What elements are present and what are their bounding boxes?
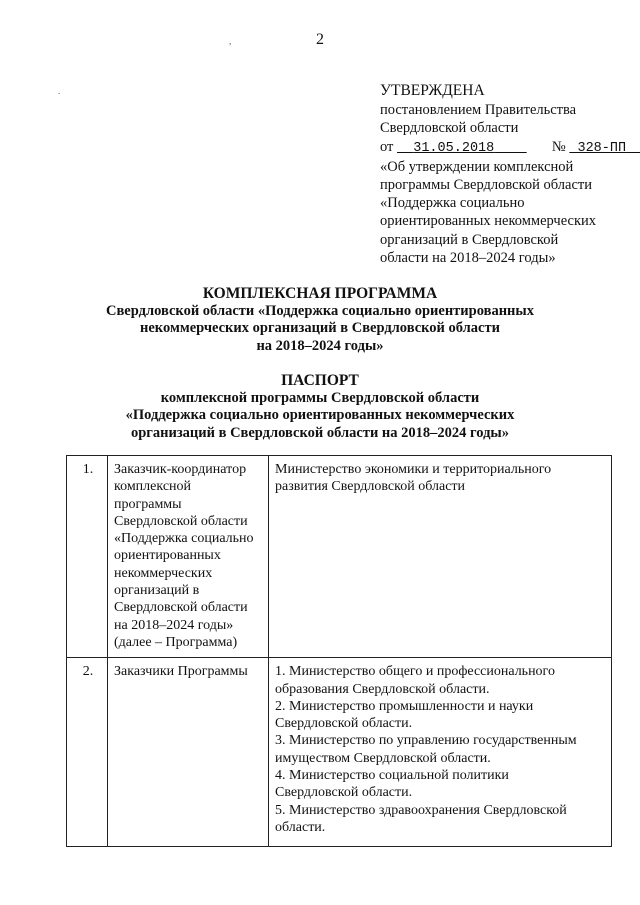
row-number: 2. <box>67 658 108 847</box>
approval-title-line: программы Свердловской области <box>380 177 593 194</box>
approval-title-line: области на 2018–2024 годы» <box>380 249 556 266</box>
approval-number: 328-ПП <box>577 140 627 156</box>
passport-title-line: организаций в Свердловской области на 2018–2024 годы» <box>130 424 509 441</box>
approval-date: 31.05.2018 <box>413 140 495 156</box>
passport-title <box>0 372 640 442</box>
row-label: Заказчик-координатор комплексной программы Свердловской области «Поддержка социально ориентированных некоммерческих организаций в Свердловской области на 2018–2024 годы» (далее – Программа) <box>108 456 269 658</box>
row-label: Заказчики Программы <box>108 658 269 847</box>
approval-title-line: «Об утверждении комплексной <box>380 158 574 175</box>
date-prefix: от <box>380 138 394 155</box>
row-value: 1. Министерство общего и профессионального образования Свердловской области. 2. Министерство промышленности и науки Свердловской области. 3. Министерство по управлению государственным имуществом Свердловской области. 4. Министерство социальной политики Свердловской области. 5. Министерство здравоохранения Свердловской области. <box>269 658 612 847</box>
table-row <box>67 456 612 658</box>
approval-heading: УТВЕРЖДЕНА <box>380 82 485 99</box>
passport-title-line: «Поддержка социально ориентированных некоммерческих <box>125 407 515 423</box>
program-heading: КОМПЛЕКСНАЯ ПРОГРАММА <box>202 285 438 302</box>
approval-title-line: организаций в Свердловской <box>380 231 559 248</box>
row-value: Министерство экономики и территориального развития Свердловской области <box>269 456 612 658</box>
program-title-line: Свердловской области «Поддержка социально ориентированных <box>106 302 534 319</box>
program-title <box>0 285 640 355</box>
program-title-line: некоммерческих организаций в Свердловской области <box>140 320 500 336</box>
approval-date-line <box>380 138 630 158</box>
scan-speck: , <box>229 36 232 46</box>
passport-heading: ПАСПОРТ <box>281 372 359 389</box>
passport-table <box>66 455 612 847</box>
approval-title-line: «Поддержка социально <box>380 195 525 212</box>
row-number: 1. <box>67 456 108 658</box>
approval-block <box>380 82 630 267</box>
scan-speck: . <box>58 86 61 96</box>
program-title-line: на 2018–2024 годы» <box>256 337 384 354</box>
approval-line: постановлением Правительства <box>380 102 577 119</box>
approval-line: Свердловской области <box>380 120 519 137</box>
table-row <box>67 658 612 847</box>
approval-title-line: ориентированных некоммерческих <box>380 213 597 230</box>
number-prefix: № <box>551 138 566 155</box>
page-number: 2 <box>316 31 324 48</box>
passport-title-line: комплексной программы Свердловской области <box>160 389 480 406</box>
